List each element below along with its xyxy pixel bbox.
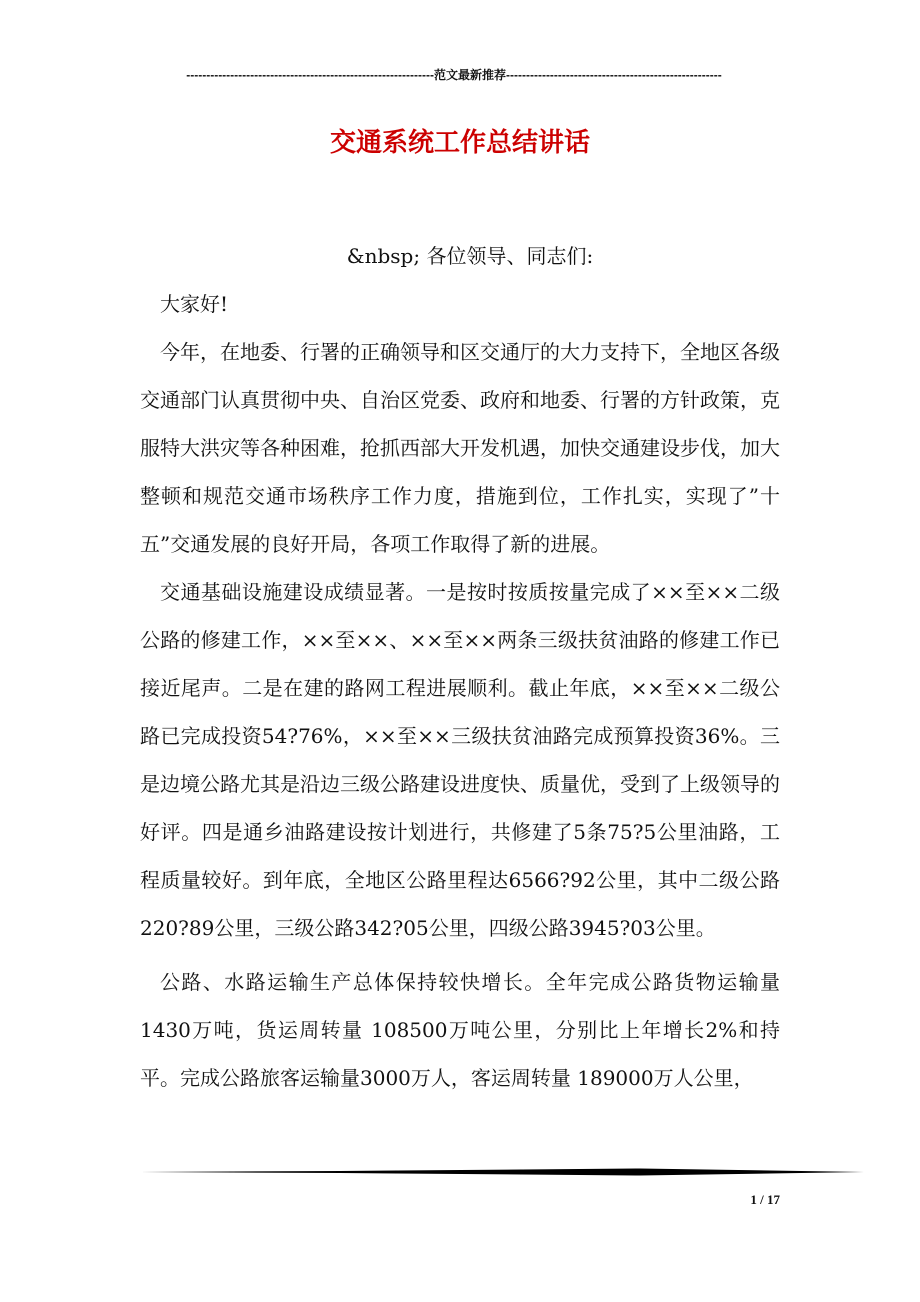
document-body [140,232,780,1102]
paragraph-intro: 今年，在地委、行署的正确领导和区交通厅的大力支持下，全地区各级交通部门认真贯彻中央、自治区党委、政府和地委、行署的方针政策，克服特大洪灾等各种困难，抢抓西部大开发机遇，加快交通建设步伐，加大整顿和规范交通市场秩序工作力度，措施到位，工作扎实，实现了”十五”交通发展的良好开局，各项工作取得了新的进展。 [140,340,780,556]
document-title: 交通系统工作总结讲话 [329,128,590,158]
page-number: 1 / 17 [750,1192,780,1207]
footer-divider [140,1168,864,1176]
greeting: 大家好! [160,292,229,316]
salutation: &nbsp; 各位领导、同志们: [346,244,594,268]
paragraph-transport: 公路、水路运输生产总体保持较快增长。全年完成公路货物运输量1430万吨，货运周转量 108500万吨公里，分别比上年增长2%和持平。完成公路旅客运输量3000万人，客运周转量 189000万人公里， [140,970,780,1090]
paragraph-infrastructure: 交通基础设施建设成绩显著。一是按时按质按量完成了××至××二级公路的修建工作，××至××、××至××两条三级扶贫油路的修建工作已接近尾声。二是在建的路网工程进展顺利。截止年底，××至××二级公路已完成投资54?76%，××至××三级扶贫油路完成预算投资36%。三是边境公路尤其是沿边三级公路建设进度快、质量优，受到了上级领导的好评。四是通乡油路建设按计划进行，共修建了5条75?5公里油路，工程质量较好。到年底，全地区公路里程达6566?92公里，其中二级公路220?89公里，三级公路342?05公里，四级公路3945?03公里。 [140,580,780,940]
page-header: --------------------------------------------------------------范文最新推荐------------------------------------------------------ [186,68,722,82]
